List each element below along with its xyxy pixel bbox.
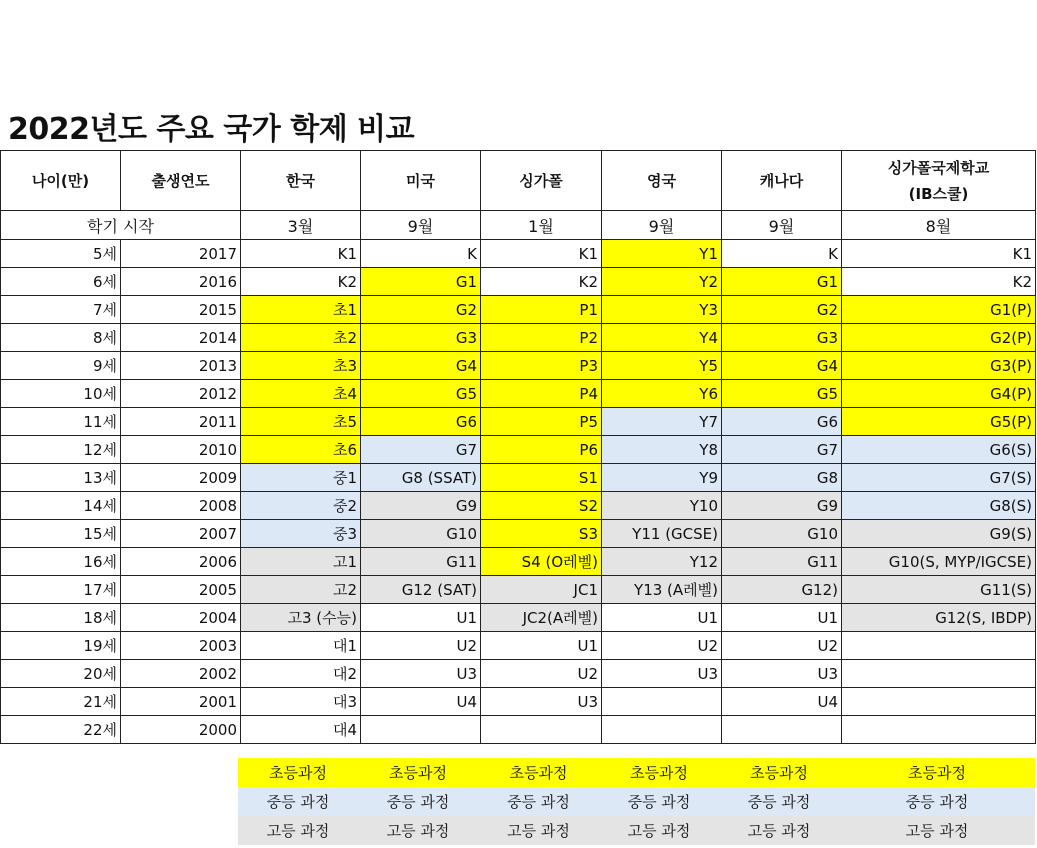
legend-cell: 초등과정 (389, 764, 447, 782)
grade-cell-usa: G9 (361, 492, 481, 520)
grade-cell-singapore-intl: G2(P) (842, 324, 1036, 352)
legend-row (238, 787, 1035, 816)
legend-row (238, 816, 1035, 845)
age-cell: 8세 (1, 324, 121, 352)
header-singapore: 싱가폴 (481, 151, 602, 211)
header-singapore-intl (842, 151, 1036, 211)
age-cell: 22세 (1, 716, 121, 744)
table-row (1, 408, 1036, 436)
header-singapore-intl-line1: 싱가폴국제학교 (887, 158, 990, 177)
semester-start-usa: 9월 (361, 211, 481, 240)
grade-cell-korea: 중2 (241, 492, 361, 520)
legend-cell: 중등 과정 (905, 793, 969, 811)
grade-cell-uk (602, 716, 722, 744)
grade-cell-canada: G3 (722, 324, 842, 352)
legend-cell: 중등 과정 (627, 793, 691, 811)
grade-cell-korea: K2 (241, 268, 361, 296)
birth-year-cell: 2011 (121, 408, 241, 436)
table-row (1, 352, 1036, 380)
age-cell: 17세 (1, 576, 121, 604)
grade-cell-singapore-intl: G8(S) (842, 492, 1036, 520)
grade-cell-canada: G7 (722, 436, 842, 464)
age-cell: 15세 (1, 520, 121, 548)
school-system-table (0, 150, 1036, 744)
age-cell: 5세 (1, 240, 121, 268)
grade-cell-uk: Y10 (602, 492, 722, 520)
legend-row (238, 758, 1035, 787)
grade-cell-canada: U3 (722, 660, 842, 688)
grade-cell-singapore-intl (842, 632, 1036, 660)
age-cell: 12세 (1, 436, 121, 464)
legend-cell: 초등과정 (269, 764, 327, 782)
birth-year-cell: 2010 (121, 436, 241, 464)
legend-cell: 고등 과정 (747, 822, 811, 840)
grade-cell-singapore-intl: G9(S) (842, 520, 1036, 548)
birth-year-cell: 2015 (121, 296, 241, 324)
table-row (1, 324, 1036, 352)
grade-cell-usa: G4 (361, 352, 481, 380)
header-uk: 영국 (602, 151, 722, 211)
grade-cell-singapore: P2 (481, 324, 602, 352)
grade-cell-singapore: S3 (481, 520, 602, 548)
grade-cell-korea: 대2 (241, 660, 361, 688)
age-cell: 13세 (1, 464, 121, 492)
table-row (1, 604, 1036, 632)
grade-cell-korea: 대4 (241, 716, 361, 744)
grade-cell-canada (722, 716, 842, 744)
grade-cell-uk: U2 (602, 632, 722, 660)
legend-cell: 초등과정 (908, 764, 966, 782)
grade-cell-uk: Y5 (602, 352, 722, 380)
birth-year-cell: 2002 (121, 660, 241, 688)
grade-cell-korea: 초5 (241, 408, 361, 436)
grade-cell-uk: Y4 (602, 324, 722, 352)
page-title: 2022년도 주요 국가 학제 비교 (8, 112, 415, 147)
grade-cell-singapore-intl: G6(S) (842, 436, 1036, 464)
header-age: 나이(만) (1, 151, 121, 211)
legend-cell: 중등 과정 (747, 793, 811, 811)
legend-cell: 고등 과정 (386, 822, 450, 840)
header-korea: 한국 (241, 151, 361, 211)
grade-cell-uk: Y6 (602, 380, 722, 408)
grade-cell-singapore: P5 (481, 408, 602, 436)
legend-table (238, 758, 1035, 845)
birth-year-cell: 2016 (121, 268, 241, 296)
age-cell: 20세 (1, 660, 121, 688)
grade-cell-uk: Y8 (602, 436, 722, 464)
legend-cell: 고등 과정 (905, 822, 969, 840)
grade-cell-singapore (481, 716, 602, 744)
grade-cell-singapore: P1 (481, 296, 602, 324)
legend-cell: 초등과정 (630, 764, 688, 782)
birth-year-cell: 2006 (121, 548, 241, 576)
grade-cell-korea: 초3 (241, 352, 361, 380)
grade-cell-singapore-intl: G1(P) (842, 296, 1036, 324)
birth-year-cell: 2004 (121, 604, 241, 632)
birth-year-cell: 2008 (121, 492, 241, 520)
grade-cell-canada: G6 (722, 408, 842, 436)
birth-year-cell: 2005 (121, 576, 241, 604)
birth-year-cell: 2000 (121, 716, 241, 744)
grade-cell-singapore: JC1 (481, 576, 602, 604)
grade-cell-singapore-intl: G12(S, IBDP) (842, 604, 1036, 632)
grade-cell-uk: Y2 (602, 268, 722, 296)
grade-cell-korea: 대1 (241, 632, 361, 660)
age-cell: 6세 (1, 268, 121, 296)
grade-cell-usa: U4 (361, 688, 481, 716)
grade-cell-singapore-intl: G5(P) (842, 408, 1036, 436)
birth-year-cell: 2009 (121, 464, 241, 492)
semester-start-singapore-intl: 8월 (842, 211, 1036, 240)
legend-cell: 초등과정 (509, 764, 568, 782)
grade-cell-usa: G1 (361, 268, 481, 296)
grade-cell-singapore-intl (842, 716, 1036, 744)
grade-cell-singapore: U3 (481, 688, 602, 716)
grade-cell-canada: U4 (722, 688, 842, 716)
grade-cell-usa: U3 (361, 660, 481, 688)
grade-cell-korea: 고2 (241, 576, 361, 604)
grade-cell-singapore: U2 (481, 660, 602, 688)
grade-cell-uk: U3 (602, 660, 722, 688)
grade-cell-canada: G12) (722, 576, 842, 604)
grade-cell-usa: G12 (SAT) (361, 576, 481, 604)
grade-cell-canada: G10 (722, 520, 842, 548)
table-row (1, 240, 1036, 268)
birth-year-cell: 2007 (121, 520, 241, 548)
grade-cell-singapore-intl: K1 (842, 240, 1036, 268)
grade-cell-canada: U2 (722, 632, 842, 660)
age-cell: 18세 (1, 604, 121, 632)
grade-cell-canada: G2 (722, 296, 842, 324)
table-row (1, 436, 1036, 464)
grade-cell-korea: 초6 (241, 436, 361, 464)
grade-cell-usa: K (361, 240, 481, 268)
legend-cell: 고등 과정 (507, 822, 570, 840)
semester-start-canada: 9월 (722, 211, 842, 240)
grade-cell-canada: G8 (722, 464, 842, 492)
age-cell: 11세 (1, 408, 121, 436)
grade-cell-singapore-intl: G7(S) (842, 464, 1036, 492)
birth-year-cell: 2003 (121, 632, 241, 660)
table-row (1, 380, 1036, 408)
grade-cell-korea: 중3 (241, 520, 361, 548)
legend-cell: 중등 과정 (386, 793, 450, 811)
grade-cell-usa: G10 (361, 520, 481, 548)
grade-cell-singapore: JC2(A레벨) (481, 604, 602, 632)
grade-cell-uk: Y13 (A레벨) (602, 576, 722, 604)
header-usa: 미국 (361, 151, 481, 211)
grade-cell-singapore-intl: G4(P) (842, 380, 1036, 408)
age-cell: 7세 (1, 296, 121, 324)
grade-cell-uk: Y7 (602, 408, 722, 436)
grade-cell-singapore-intl: K2 (842, 268, 1036, 296)
grade-cell-usa: G11 (361, 548, 481, 576)
header-row (1, 151, 1036, 211)
grade-cell-usa: G2 (361, 296, 481, 324)
grade-cell-usa: G7 (361, 436, 481, 464)
grade-cell-korea: 초4 (241, 380, 361, 408)
header-birth-year: 출생연도 (121, 151, 241, 211)
legend-cell: 중등 과정 (507, 793, 570, 811)
grade-cell-canada: G1 (722, 268, 842, 296)
birth-year-cell: 2017 (121, 240, 241, 268)
table-row (1, 492, 1036, 520)
grade-cell-singapore-intl: G3(P) (842, 352, 1036, 380)
grade-cell-usa: G5 (361, 380, 481, 408)
grade-cell-korea: 초2 (241, 324, 361, 352)
age-cell: 14세 (1, 492, 121, 520)
grade-cell-korea: 대3 (241, 688, 361, 716)
grade-cell-singapore: S1 (481, 464, 602, 492)
grade-cell-singapore-intl: G10(S, MYP/IGCSE) (842, 548, 1036, 576)
table-row (1, 464, 1036, 492)
table-row (1, 296, 1036, 324)
grade-cell-canada: G11 (722, 548, 842, 576)
semester-start-korea: 3월 (241, 211, 361, 240)
table-row (1, 576, 1036, 604)
birth-year-cell: 2013 (121, 352, 241, 380)
grade-cell-korea: K1 (241, 240, 361, 268)
age-cell: 16세 (1, 548, 121, 576)
grade-cell-singapore-intl: G11(S) (842, 576, 1036, 604)
grade-cell-canada: G5 (722, 380, 842, 408)
grade-cell-uk: Y11 (GCSE) (602, 520, 722, 548)
table-row (1, 660, 1036, 688)
table-row (1, 548, 1036, 576)
legend-cell: 고등 과정 (266, 822, 330, 840)
grade-cell-singapore: S4 (O레벨) (481, 548, 602, 576)
grade-cell-korea: 중1 (241, 464, 361, 492)
birth-year-cell: 2014 (121, 324, 241, 352)
grade-cell-singapore: K1 (481, 240, 602, 268)
grade-cell-uk: Y12 (602, 548, 722, 576)
birth-year-cell: 2012 (121, 380, 241, 408)
grade-cell-singapore-intl (842, 660, 1036, 688)
grade-cell-uk: Y1 (602, 240, 722, 268)
grade-cell-usa: U2 (361, 632, 481, 660)
grade-cell-singapore: S2 (481, 492, 602, 520)
semester-start-row (1, 211, 1036, 240)
header-canada: 캐나다 (722, 151, 842, 211)
table-row (1, 688, 1036, 716)
legend-cell: 고등 과정 (627, 822, 691, 840)
grade-cell-canada: G9 (722, 492, 842, 520)
grade-cell-singapore: P4 (481, 380, 602, 408)
legend-cell: 초등과정 (750, 764, 808, 782)
grade-cell-singapore: P3 (481, 352, 602, 380)
grade-cell-uk (602, 688, 722, 716)
grade-cell-canada: K (722, 240, 842, 268)
grade-cell-usa: G8 (SSAT) (361, 464, 481, 492)
age-cell: 19세 (1, 632, 121, 660)
table-row (1, 632, 1036, 660)
grade-cell-singapore: U1 (481, 632, 602, 660)
table-row (1, 268, 1036, 296)
header-singapore-intl-line2: (IB스쿨) (908, 184, 969, 203)
age-cell: 21세 (1, 688, 121, 716)
legend-cell: 중등 과정 (266, 793, 330, 811)
grade-cell-korea: 초1 (241, 296, 361, 324)
semester-start-label: 학기 시작 (1, 211, 241, 240)
grade-cell-singapore-intl (842, 688, 1036, 716)
table-row (1, 716, 1036, 744)
grade-cell-usa (361, 716, 481, 744)
grade-cell-korea: 고3 (수능) (241, 604, 361, 632)
grade-cell-canada: G4 (722, 352, 842, 380)
grade-cell-uk: U1 (602, 604, 722, 632)
table-row (1, 520, 1036, 548)
birth-year-cell: 2001 (121, 688, 241, 716)
grade-cell-usa: U1 (361, 604, 481, 632)
semester-start-uk: 9월 (602, 211, 722, 240)
age-cell: 10세 (1, 380, 121, 408)
grade-cell-uk: Y9 (602, 464, 722, 492)
age-cell: 9세 (1, 352, 121, 380)
grade-cell-usa: G3 (361, 324, 481, 352)
grade-cell-singapore: P6 (481, 436, 602, 464)
semester-start-singapore: 1월 (481, 211, 602, 240)
grade-cell-korea: 고1 (241, 548, 361, 576)
grade-cell-canada: U1 (722, 604, 842, 632)
grade-cell-uk: Y3 (602, 296, 722, 324)
grade-cell-singapore: K2 (481, 268, 602, 296)
grade-cell-usa: G6 (361, 408, 481, 436)
